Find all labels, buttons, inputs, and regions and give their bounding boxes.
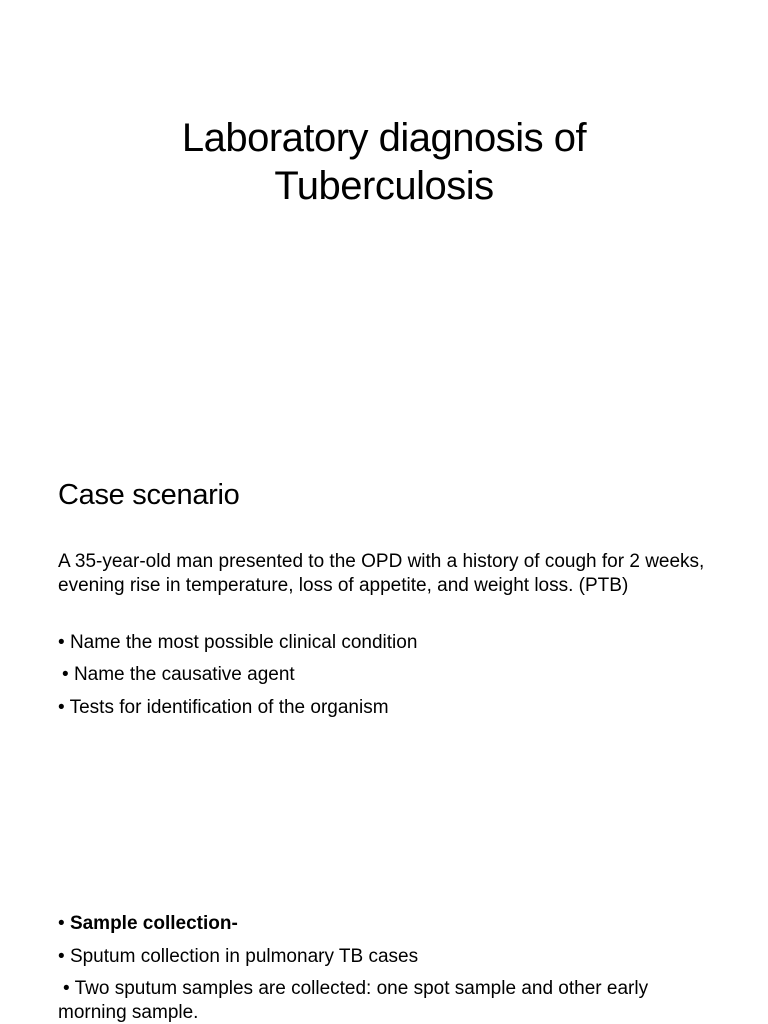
list-item-text: Tests for identification of the organism — [69, 697, 389, 718]
list-item — [62, 663, 722, 687]
title-line-2: Tuberculosis — [274, 164, 494, 208]
list-item — [58, 912, 718, 936]
sample-collection-heading: Sample collection- — [69, 913, 238, 934]
section-heading: Case scenario — [58, 479, 240, 511]
bullet-marker: • — [58, 697, 65, 718]
list-item-text: Name the causative agent — [73, 664, 295, 685]
list-item-text: Sputum collection in pulmonary TB cases — [69, 946, 419, 967]
bullet-marker: • — [62, 664, 69, 685]
case-description: A 35-year-old man presented to the OPD with a history of cough for 2 weeks, evening rise in temperature, loss of appetite, and weight loss. (PTB) — [58, 551, 705, 596]
list-item — [58, 945, 718, 969]
list-item-text: Two sputum samples are collected: one spot sample and other early morning sample. — [58, 978, 649, 1023]
list-item — [58, 977, 718, 1024]
bullet-marker: • — [58, 913, 65, 934]
page-title — [0, 114, 768, 210]
bullet-marker: • — [63, 978, 70, 999]
title-line-1: Laboratory diagnosis of — [181, 116, 587, 160]
list-item-text: Name the most possible clinical condition — [69, 632, 418, 653]
bullet-marker: • — [58, 632, 65, 653]
bullet-marker: • — [58, 946, 65, 967]
list-item — [58, 696, 718, 720]
list-item — [58, 631, 718, 655]
